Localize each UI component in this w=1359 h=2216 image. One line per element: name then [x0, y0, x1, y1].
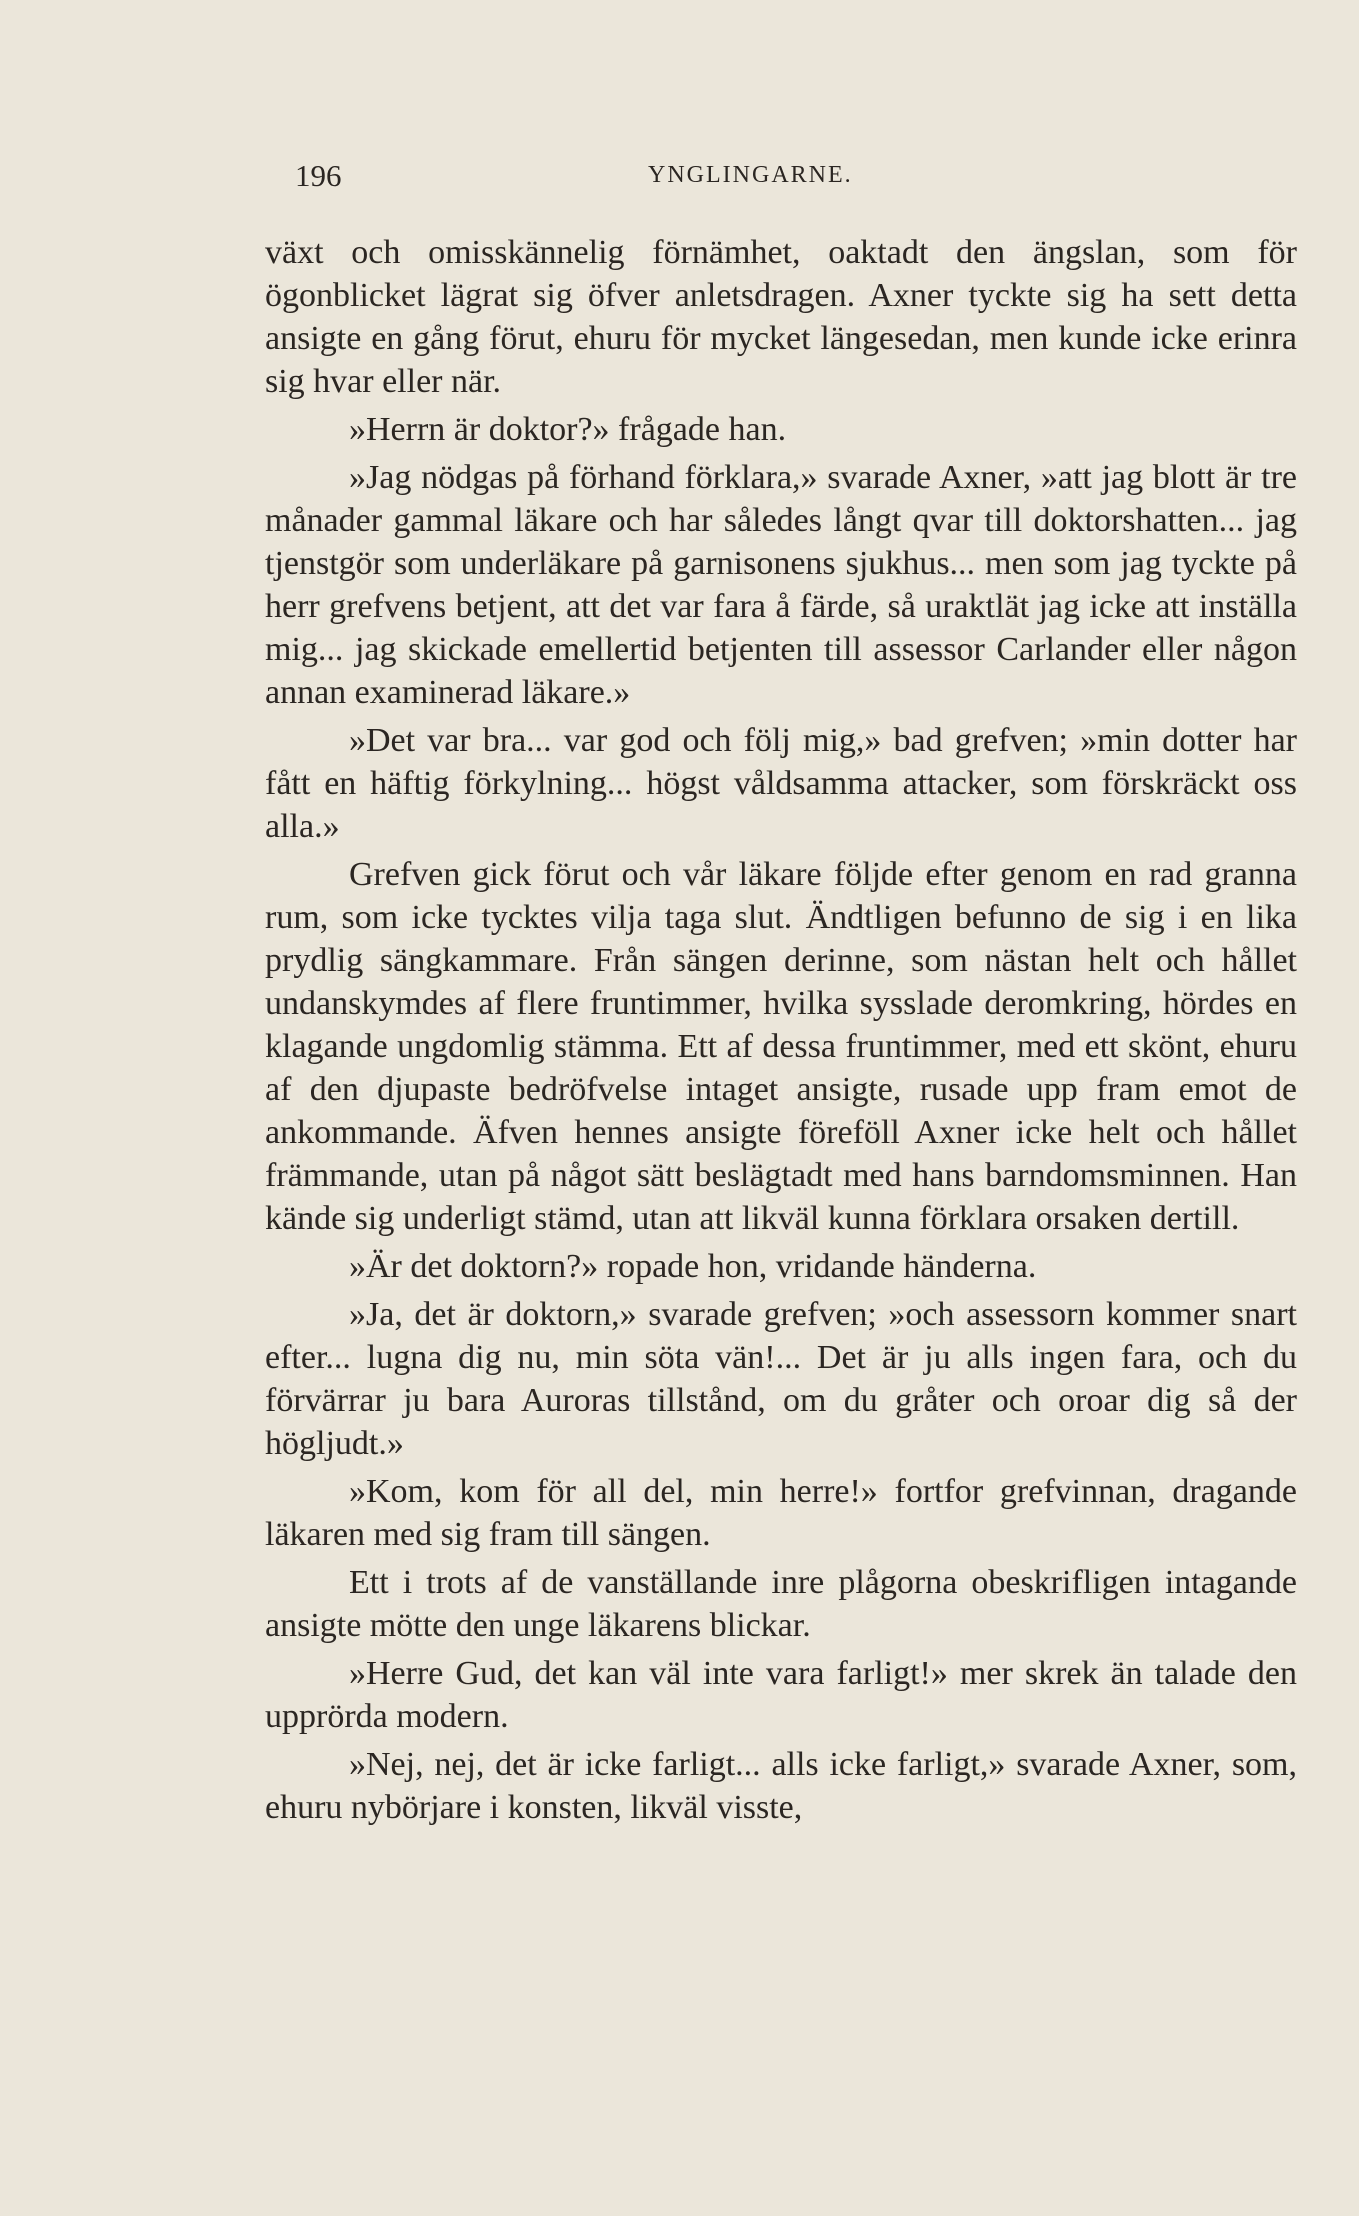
paragraph-dialogue: »Är det doktorn?» ropade hon, vridande händerna. [349, 1248, 1037, 1285]
running-title: YNGLINGARNE. [648, 162, 853, 188]
paragraph-dialogue: »Nej, nej, det är icke farligt... alls icke farligt,» svarade Axner, som, ehuru nybörjare i konsten, likväl visste, [265, 1746, 1297, 1826]
page-number: 196 [295, 158, 342, 193]
body-text [265, 231, 1297, 1834]
paragraph-dialogue: »Jag nödgas på förhand förklara,» svarade Axner, »att jag blott är tre månader gammal läkare och har således långt qvar till doktorshatten... jag tjenstgör som underläkare på garnisonens sjukhus... men som jag tyckte på herr grefvens betjent, att det var fara å färde, så uraktlät jag icke att inställa mig... jag skickade emellertid betjenten till assessor Carlander eller någon annan examinerad läkare.» [265, 459, 1297, 711]
paragraph-dialogue: »Herre Gud, det kan väl inte vara farligt!» mer skrek än talade den upprörda modern. [265, 1655, 1297, 1735]
paragraph-dialogue: »Det var bra... var god och följ mig,» bad grefven; »min dotter har fått en häftig förkylning... högst våldsamma attacker, som förskräckt oss alla.» [265, 722, 1297, 845]
paragraph-dialogue: »Ja, det är doktorn,» svarade grefven; »och assessorn kommer snart efter... lugna dig nu, min söta vän!... Det är ju alls ingen fara, och du förvärrar ju bara Auroras tillstånd, om du gråter och oroar dig så der högljudt.» [265, 1296, 1297, 1462]
paragraph-dialogue: »Kom, kom för all del, min herre!» fortfor grefvinnan, dragande läkaren med sig fram till sängen. [265, 1473, 1297, 1553]
paragraph-continuation: växt och omisskännelig förnämhet, oaktadt den ängslan, som för ögonblicket lägrat sig öfver anletsdragen. Axner tyckte sig ha sett detta ansigte en gång förut, ehuru för mycket längesedan, men kunde icke erinra sig hvar eller när. [265, 234, 1297, 400]
paragraph-narration: Ett i trots af de vanställande inre plågorna obeskrifligen intagande ansigte mötte den unge läkarens blickar. [265, 1564, 1297, 1644]
paragraph-dialogue: »Herrn är doktor?» frågade han. [349, 411, 787, 448]
paragraph-narration: Grefven gick förut och vår läkare följde efter genom en rad granna rum, som icke tycktes vilja taga slut. Ändtligen befunno de sig i en lika prydlig sängkammare. Från sängen derinne, som nästan helt och hållet undanskymdes af flere fruntimmer, hvilka sysslade deromkring, hördes en klagande ungdomlig stämma. Ett af dessa fruntimmer, med ett skönt, ehuru af den djupaste bedröfvelse intaget ansigte, rusade upp fram emot de ankommande. Äfven hennes ansigte föreföll Axner icke helt och hållet främmande, utan på något sätt beslägtadt med hans barndomsminnen. Han kände sig underligt stämd, utan att likväl kunna förklara orsaken dertill. [265, 856, 1297, 1237]
page-header [265, 158, 1297, 208]
